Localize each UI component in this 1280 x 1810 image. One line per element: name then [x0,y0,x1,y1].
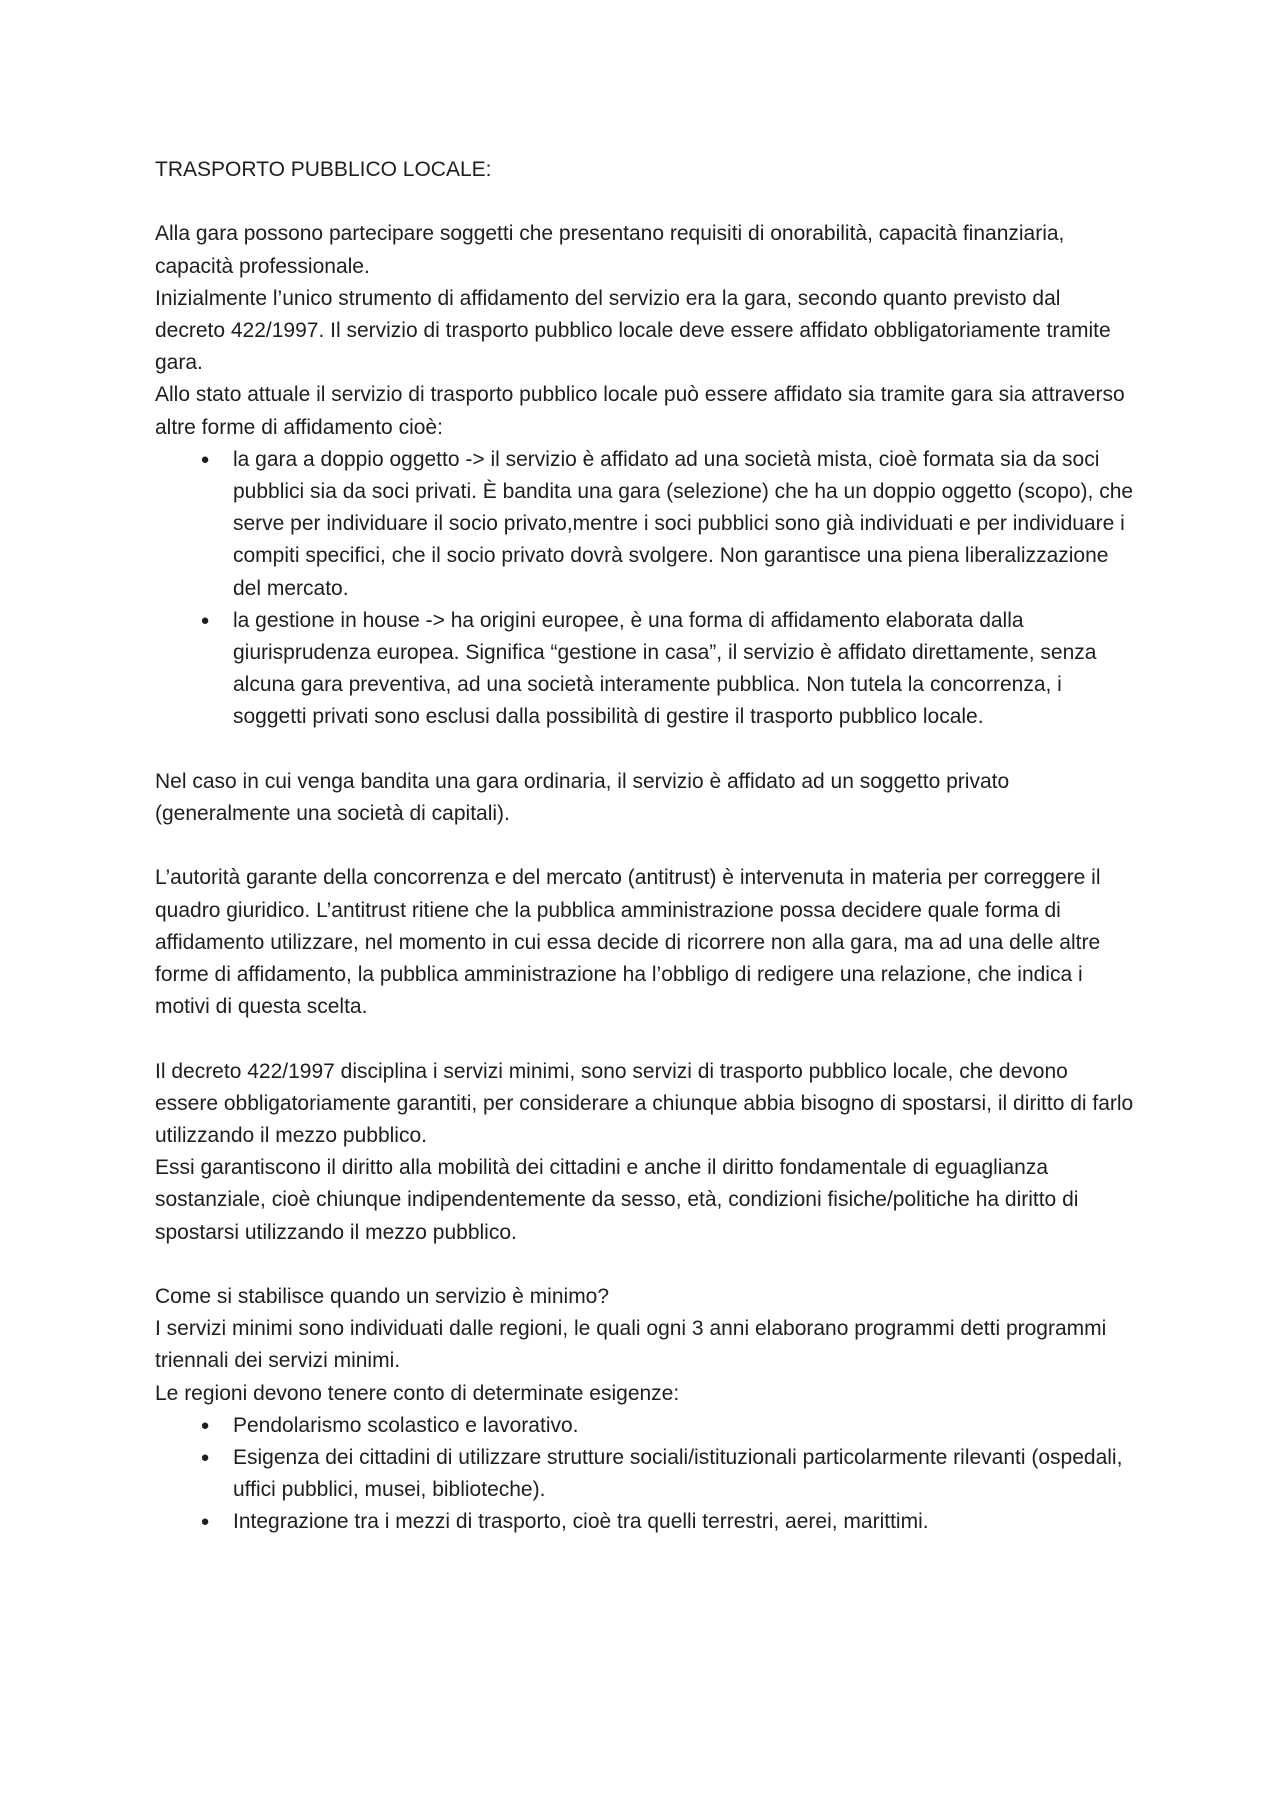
paragraph: Nel caso in cui venga bandita una gara ordinaria, il servizio è affidato ad un soggetto privato (generalmente una società di capitali). [155,769,1010,826]
spacer [155,734,1135,766]
list-item-text: la gestione in house -> ha origini europee, è una forma di affidamento elaborata dalla giurisprudenza europea. Significa “gestione in casa”, il servizio è affidato direttamente, senza alcuna gara preventiva, ad una società interamente pubblica. Non tutela la concorrenza, i soggetti privati sono esclusi dalla possibilità di gestire il trasporto pubblico locale. [233,608,1097,729]
spacer [155,1249,1135,1281]
list-item [200,444,1135,605]
list-item-text: Pendolarismo scolastico e lavorativo. [233,1413,579,1437]
bullet-list [155,1410,1135,1539]
list-item-text: Integrazione tra i mezzi di trasporto, cioè tra quelli terrestri, aerei, marittimi. [233,1510,929,1534]
document-body [155,154,1135,1539]
bullet-list [155,444,1135,734]
list-item [200,605,1135,734]
paragraph: Alla gara possono partecipare soggetti che presentano requisiti di onorabilità, capacità finanziaria, capacità professionale. [155,222,1065,278]
list-item [200,1442,1135,1506]
bullet-icon: ● [200,1449,210,1467]
document-title: TRASPORTO PUBBLICO LOCALE: [155,158,492,181]
spacer [155,1023,1135,1055]
bullet-icon: ● [200,450,210,468]
paragraph: Inizialmente l’unico strumento di affidamento del servizio era la gara, secondo quanto previsto dal decreto 422/1997. Il servizio di trasporto pubblico locale deve essere affidato obbligatoriamente tramite gara. [155,286,1111,375]
paragraph: Come si stabilisce quando un servizio è minimo? [155,1285,610,1309]
paragraph: Essi garantiscono il diritto alla mobilità dei cittadini e anche il diritto fondamentale di eguaglianza sostanziale, cioè chiunque indipendentemente da sesso, età, condizioni fisiche/politiche ha diritto di spostarsi utilizzando il mezzo pubblico. [155,1156,1079,1244]
list-item [200,1410,1135,1442]
bullet-icon: ● [200,1513,210,1531]
paragraph: Le regioni devono tenere conto di determinate esigenze: [155,1381,680,1405]
paragraph: L’autorità garante della concorrenza e del mercato (antitrust) è intervenuta in materia per correggere il quadro giuridico. L’antitrust ritiene che la pubblica amministrazione possa decidere quale forma di affidamento utilizzare, nel momento in cui essa decide di ricorrere non alla gara, ma ad una delle altre forme di affidamento, la pubblica amministrazione ha l’obbligo di redigere una relazione, che indica i motivi di questa scelta. [155,866,1101,1019]
paragraph: Allo stato attuale il servizio di trasporto pubblico locale può essere affidato sia tramite gara sia attraverso altre forme di affidamento cioè: [155,383,1125,439]
paragraph: Il decreto 422/1997 disciplina i servizi minimi, sono servizi di trasporto pubblico locale, che devono essere obbligatoriamente garantiti, per considerare a chiunque abbia bisogno di spostarsi, il diritto di farlo utilizzando il mezzo pubblico. [155,1059,1134,1148]
bullet-icon: ● [200,611,210,629]
bullet-icon: ● [200,1416,210,1434]
spacer [155,186,1135,218]
list-item [200,1506,1135,1538]
spacer [155,830,1135,862]
list-item-text: la gara a doppio oggetto -> il servizio è affidato ad una società mista, cioè formata sia da soci pubblici sia da soci privati. È bandita una gara (selezione) che ha un doppio oggetto (scopo), che serve per individuare il socio privato,mentre i soci pubblici sono già individuati e per individuare i compiti specifici, che il socio privato dovrà svolgere. Non garantisce una piena liberalizzazione del mercato. [233,447,1134,600]
paragraph: I servizi minimi sono individuati dalle regioni, le quali ogni 3 anni elaborano programmi detti programmi triennali dei servizi minimi. [155,1317,1107,1373]
list-item-text: Esigenza dei cittadini di utilizzare strutture sociali/istituzionali particolarmente rilevanti (ospedali, uffici pubblici, musei, biblioteche). [233,1446,1123,1502]
